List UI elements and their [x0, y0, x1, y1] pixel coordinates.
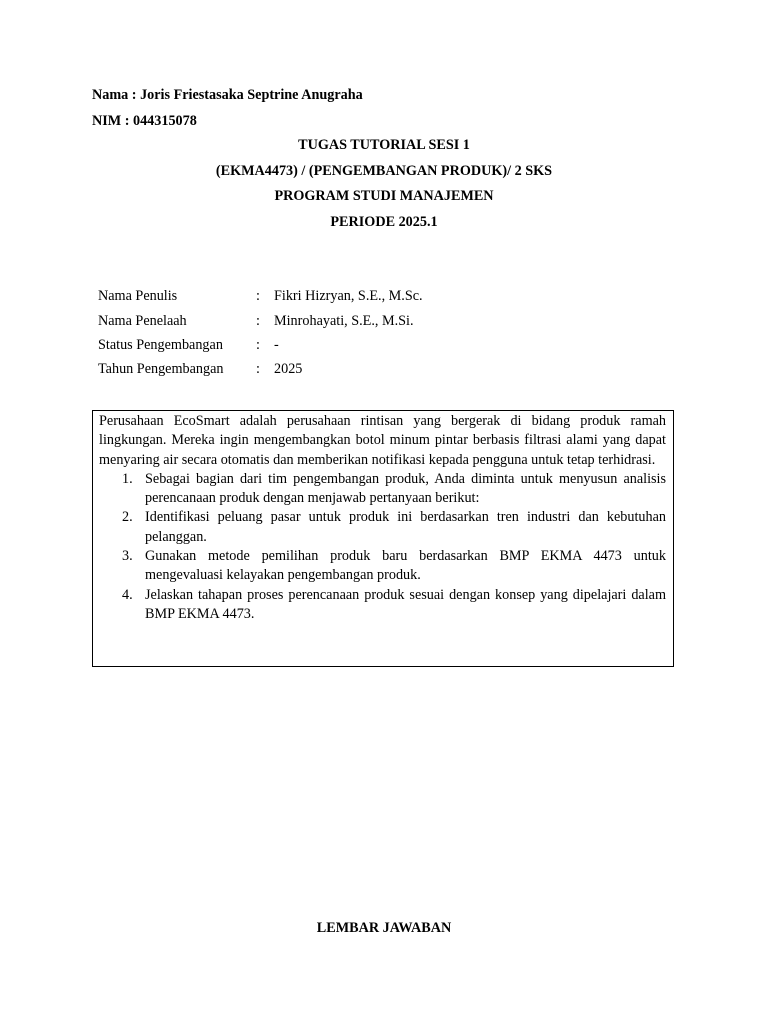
meta-separator: :: [256, 337, 260, 353]
meta-value: Fikri Hizryan, S.E., M.Sc.: [274, 288, 423, 304]
student-nim: NIM : 044315078: [92, 113, 197, 129]
question-number: 4.: [122, 586, 133, 603]
meta-value: -: [274, 337, 279, 353]
question-list: [99, 470, 666, 624]
question-item: [99, 470, 666, 509]
answer-sheet-title: LEMBAR JAWABAN: [316, 920, 452, 936]
question-number: 2.: [122, 509, 133, 526]
student-name: Nama : Joris Friestasaka Septrine Anugraha: [92, 87, 363, 103]
question-item: [99, 547, 666, 586]
question-text: Identifikasi peluang pasar untuk produk ini berdasarkan tren industri dan kebutuhan pelanggan.: [145, 509, 666, 545]
document-title: TUGAS TUTORIAL SESI 1: [298, 137, 470, 153]
question-item: [99, 586, 666, 625]
meta-label: Nama Penelaah: [98, 313, 187, 329]
meta-separator: :: [256, 288, 260, 304]
meta-label: Nama Penulis: [98, 288, 178, 304]
question-text: Gunakan metode pemilihan produk baru berdasarkan BMP EKMA 4473 untuk mengevaluasi kelayakan pengembangan produk.: [145, 548, 666, 584]
course-info: (EKMA4473) / (PENGEMBANGAN PRODUK)/ 2 SKS: [215, 163, 553, 179]
question-text: Sebagai bagian dari tim pengembangan produk, Anda diminta untuk menyusun analisis perencanaan produk dengan menjawab pertanyaan berikut:: [145, 470, 666, 507]
meta-value: 2025: [274, 361, 303, 377]
question-number: 1.: [122, 470, 133, 487]
meta-separator: :: [256, 313, 260, 329]
question-text: Jelaskan tahapan proses perencanaan produk sesuai dengan konsep yang dipelajari dalam BMP EKMA 4473.: [145, 586, 666, 622]
case-intro-text: Perusahaan EcoSmart adalah perusahaan rintisan yang bergerak di bidang produk ramah lingkungan. Mereka ingin mengembangkan botol minum pintar berbasis filtrasi alami yang dapat menyaring air secara otomatis dan memberikan notifikasi kepada pengguna untuk tetap terhidrasi.: [99, 413, 666, 468]
program-name: PROGRAM STUDI MANAJEMEN: [274, 188, 494, 204]
meta-label: Status Pengembangan: [98, 337, 223, 353]
meta-label: Tahun Pengembangan: [98, 361, 224, 377]
meta-separator: :: [256, 361, 260, 377]
question-number: 3.: [122, 548, 133, 565]
meta-value: Minrohayati, S.E., M.Si.: [274, 313, 414, 329]
period-label: PERIODE 2025.1: [330, 214, 438, 230]
question-item: [99, 508, 666, 547]
case-study-box: [92, 410, 674, 667]
